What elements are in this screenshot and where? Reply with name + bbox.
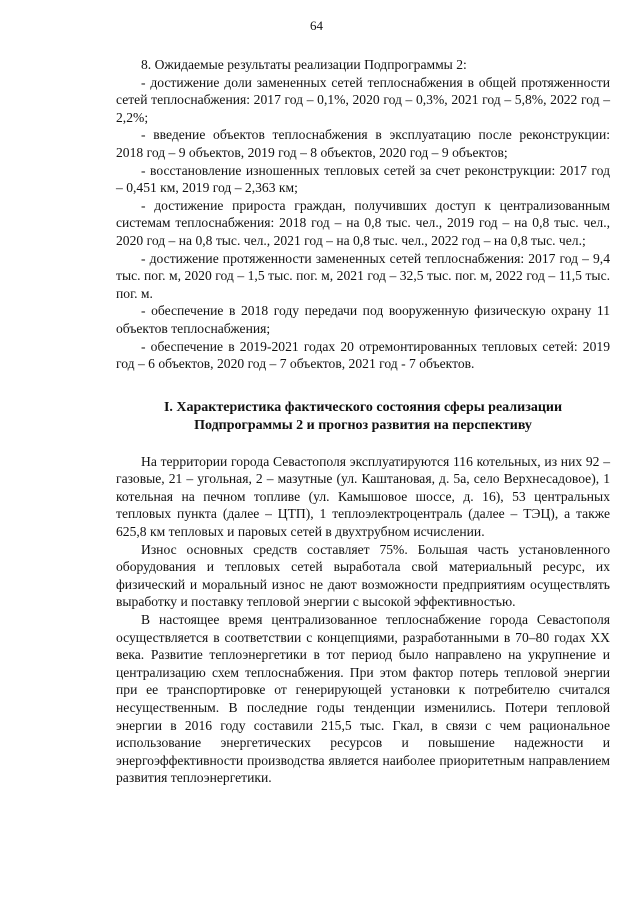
results-item: - обеспечение в 2019-2021 годах 20 отремонтированных тепловых сетей: 2019 год – 6 объектов, 2020 год – 7 объектов, 2021 год - 7 объектов. [116, 338, 610, 372]
section-paragraph: В настоящее время централизованное теплоснабжение города Севастополя осуществляется в соответствии с концепциями, разработанными в 70–80 годах XX века. Развитие теплоэнергетики в тот период было направлено на укрупнение и централизацию схем теплоснабжения. При этом фактор потерь тепловой энергии при ее транспортировке от генерирующей установки к потребителю считался несущественным. В последние годы тенденции изменились. Потери тепловой энергии в 2016 году составили 215,5 тыс. Гкал, в связи с чем рациональное использование энергетических ресурсов и повышение надежности и энергоэффективности производства является наиболее приоритетным направлением развития теплоэнергетики. [116, 612, 610, 786]
results-item: - восстановление изношенных тепловых сетей за счет реконструкции: 2017 год – 0,451 км, 2019 год – 2,363 км; [116, 162, 610, 196]
section-heading-line-2: Подпрограммы 2 и прогноз развития на перспективу [194, 417, 532, 433]
results-item: - введение объектов теплоснабжения в эксплуатацию после реконструкции: 2018 год – 9 объектов, 2019 год – 8 объектов, 2020 год – 9 объектов; [116, 127, 610, 160]
results-item: - достижение прироста граждан, получивших доступ к централизованным системам теплоснабжения: 2018 год – на 0,8 тыс. чел., 2019 год – на 0,8 тыс. чел., 2020 год – на 0,8 тыс. чел., 2021 год – на 0,8 тыс. чел., 2022 год – на 0,8 тыс. чел.; [116, 197, 610, 248]
section-paragraph: На территории города Севастополя эксплуатируются 116 котельных, из них 92 – газовые, 21 – угольная, 2 – мазутные (ул. Каштановая, д. 5а, село Верхнесадовое), 1 котельная на печном топливе (ул. Камышовое шоссе, д. 16), 53 центральных тепловых пункта (далее – ЦТП), 1 теплоэлектроцентраль (далее – ТЭЦ), а также 625,8 км тепловых и паровых сетей в двухтрубном исчислении. [116, 453, 610, 540]
results-item: - обеспечение в 2018 году передачи под вооруженную физическую охрану 11 объектов теплоснабжения; [116, 303, 610, 336]
section-heading [116, 399, 610, 435]
section-paragraph: Износ основных средств составляет 75%. Большая часть установленного оборудования и тепловых сетей выработала свой материальный ресурс, их физический и моральный износ не дают возможности предприятиям осуществлять выработку и поставку тепловой энергии с высокой эффективностью. [116, 541, 610, 610]
results-item: - достижение доли замененных сетей теплоснабжения в общей протяженности сетей теплоснабжения: 2017 год – 0,1%, 2020 год – 0,3%, 2021 год – 5,8%, 2022 год – 2,2%; [116, 74, 610, 125]
document-body [116, 56, 610, 787]
page-number: 64 [310, 18, 323, 33]
section-heading-line-1: I. Характеристика фактического состояния сферы реализации [163, 399, 563, 415]
results-title: 8. Ожидаемые результаты реализации Подпрограммы 2: [141, 57, 467, 72]
results-item: - достижение протяженности замененных сетей теплоснабжения: 2017 год – 9,4 тыс. пог. м, 2020 год – 1,5 тыс. пог. м, 2021 год – 32,5 тыс. пог. м, 2022 год – 11,5 тыс. пог. м. [116, 250, 610, 301]
